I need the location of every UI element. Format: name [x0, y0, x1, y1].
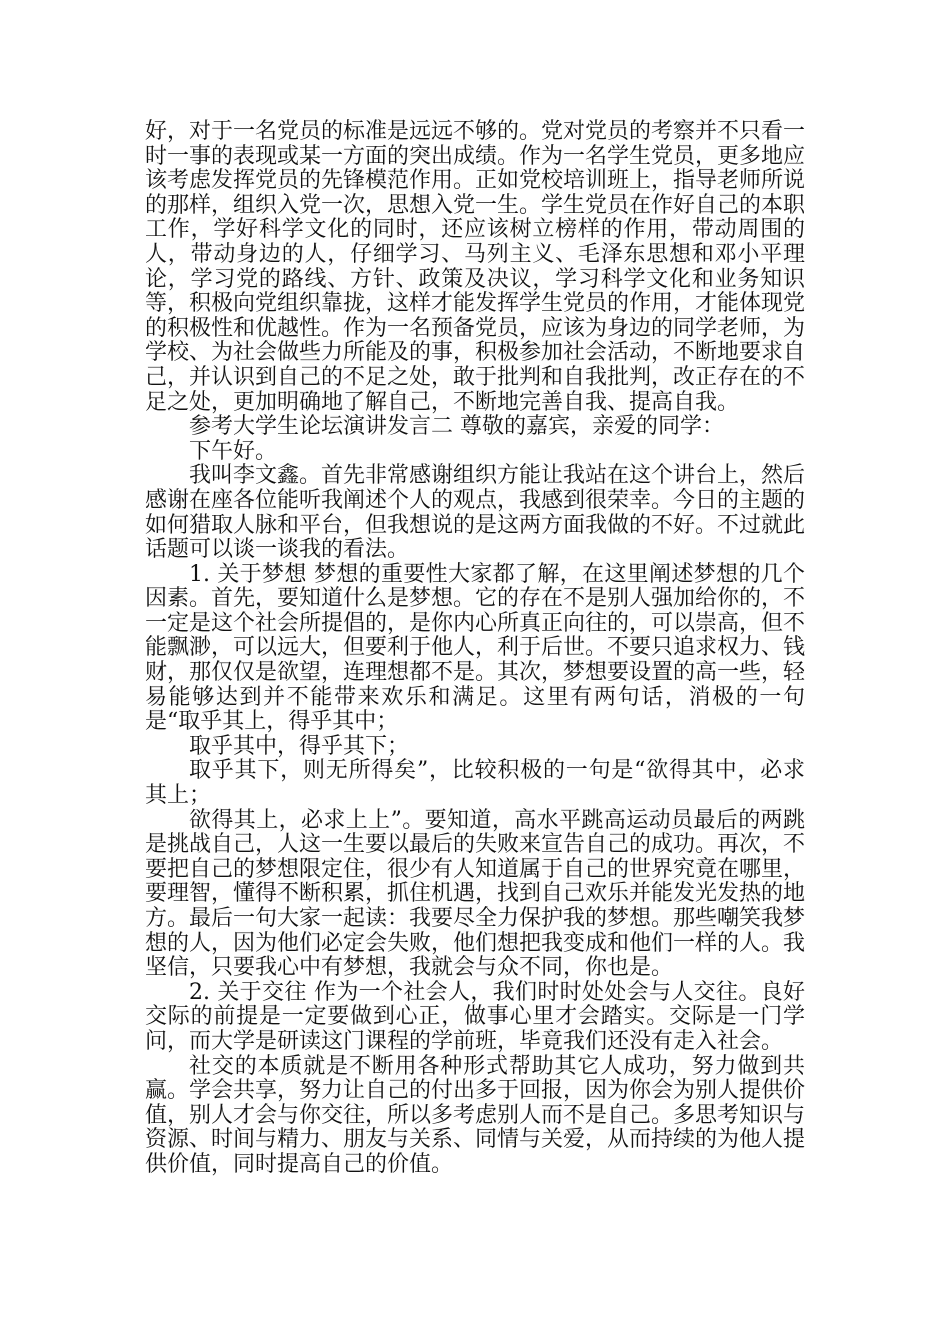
- paragraph-about-dreams: 1. 关于梦想 梦想的重要性大家都了解，在这里阐述梦想的几个因素。首先，要知道什么是梦想。它的存在不是别人强加给你的，不一定是这个社会所提倡的，是你内心所真正向往的，可以崇高，但不能飘渺，可以远大，但要利于他人，利于后世。不要只追求权力、钱财，那仅仅是欲望，连理想都不是。其次，梦想要设置的高一些，轻易能够达到并不能带来欢乐和满足。这里有两句话，消极的一句是“取乎其上，得乎其中；: [145, 561, 806, 735]
- paragraph-introduction: 我叫李文鑫。首先非常感谢组织方能让我站在这个讲台上，然后感谢在座各位能听我阐述个人的观点，我感到很荣幸。今日的主题的如何猎取人脉和平台，但我想说的是这两方面我做的不好。不过就此话题可以谈一谈我的看法。: [145, 463, 806, 563]
- paragraph-about-socializing: 2. 关于交往 作为一个社会人，我们时时处处会与人交往。良好交际的前提是一定要做到心正，做事心里才会踏实。交际是一门学问，而大学是研读这门课程的学前班，毕竟我们还没有走入社会。: [145, 979, 805, 1054]
- speech-heading: 参考大学生论坛演讲发言二 尊敬的嘉宾，亲爱的同学：: [189, 414, 724, 440]
- quote-line-middle: 取乎其中，得乎其下；: [189, 733, 410, 759]
- quote-line-lower: 取乎其下，则无所得矣”，比较积极的一句是“欲得其中，必求其上；: [145, 758, 805, 809]
- paragraph-social-essence: 社交的本质就是不断用各种形式帮助其它人成功，努力做到共赢。学会共享，努力让自己的付出多于回报，因为你会为别人提供价值，别人才会与你交往，所以多考虑别人而不是自己。多思考知识与资源、时间与精力、朋友与关系、同情与关爱，从而持续的为他人提供价值，同时提高自己的价值。: [145, 1053, 806, 1177]
- greeting-line: 下午好。: [189, 438, 278, 464]
- document-page: [145, 120, 805, 1178]
- paragraph-party-member: 好，对于一名党员的标准是远远不够的。党对党员的考察并不只看一时一事的表现或某一方面的突出成绩。作为一名学生党员，更多地应该考虑发挥党员的先锋模范作用。正如党校培训班上，指导老师所说的那样，组织入党一次，思想入党一生。学生党员在作好自己的本职工作，学好科学文化的同时，还应该树立榜样的作用，带动周围的人，带动身边的人，仔细学习、马列主义、毛泽东思想和邓小平理论，学习党的路线、方针、政策及决议，学习科学文化和业务知识等，积极向党组织靠拢，这样才能发挥学生党员的作用，才能体现党的积极性和优越性。作为一名预备党员，应该为身边的同学老师，为学校、为社会做些力所能及的事，积极参加社会活动，不断地要求自己，并认识到自己的不足之处，敢于批判和自我批判，改正存在的不足之处，更加明确地了解自己，不断地完善自我、提高自我。: [145, 119, 806, 415]
- paragraph-dreams-continued: 欲得其上，必求上上”。要知道，高水平跳高运动员最后的两跳是挑战自己，人这一生要以最后的失败来宣告自己的成功。再次，不要把自己的梦想限定住，很少有人知道属于自己的世界究竟在哪里，要理智，懂得不断积累，抓住机遇，找到自己欢乐并能发光发热的地方。最后一句大家一起读：我要尽全力保护我的梦想。那些嘲笑我梦想的人，因为他们必定会失败，他们想把我变成和他们一样的人。我坚信，只要我心中有梦想，我就会与众不同，你也是。: [145, 807, 806, 981]
